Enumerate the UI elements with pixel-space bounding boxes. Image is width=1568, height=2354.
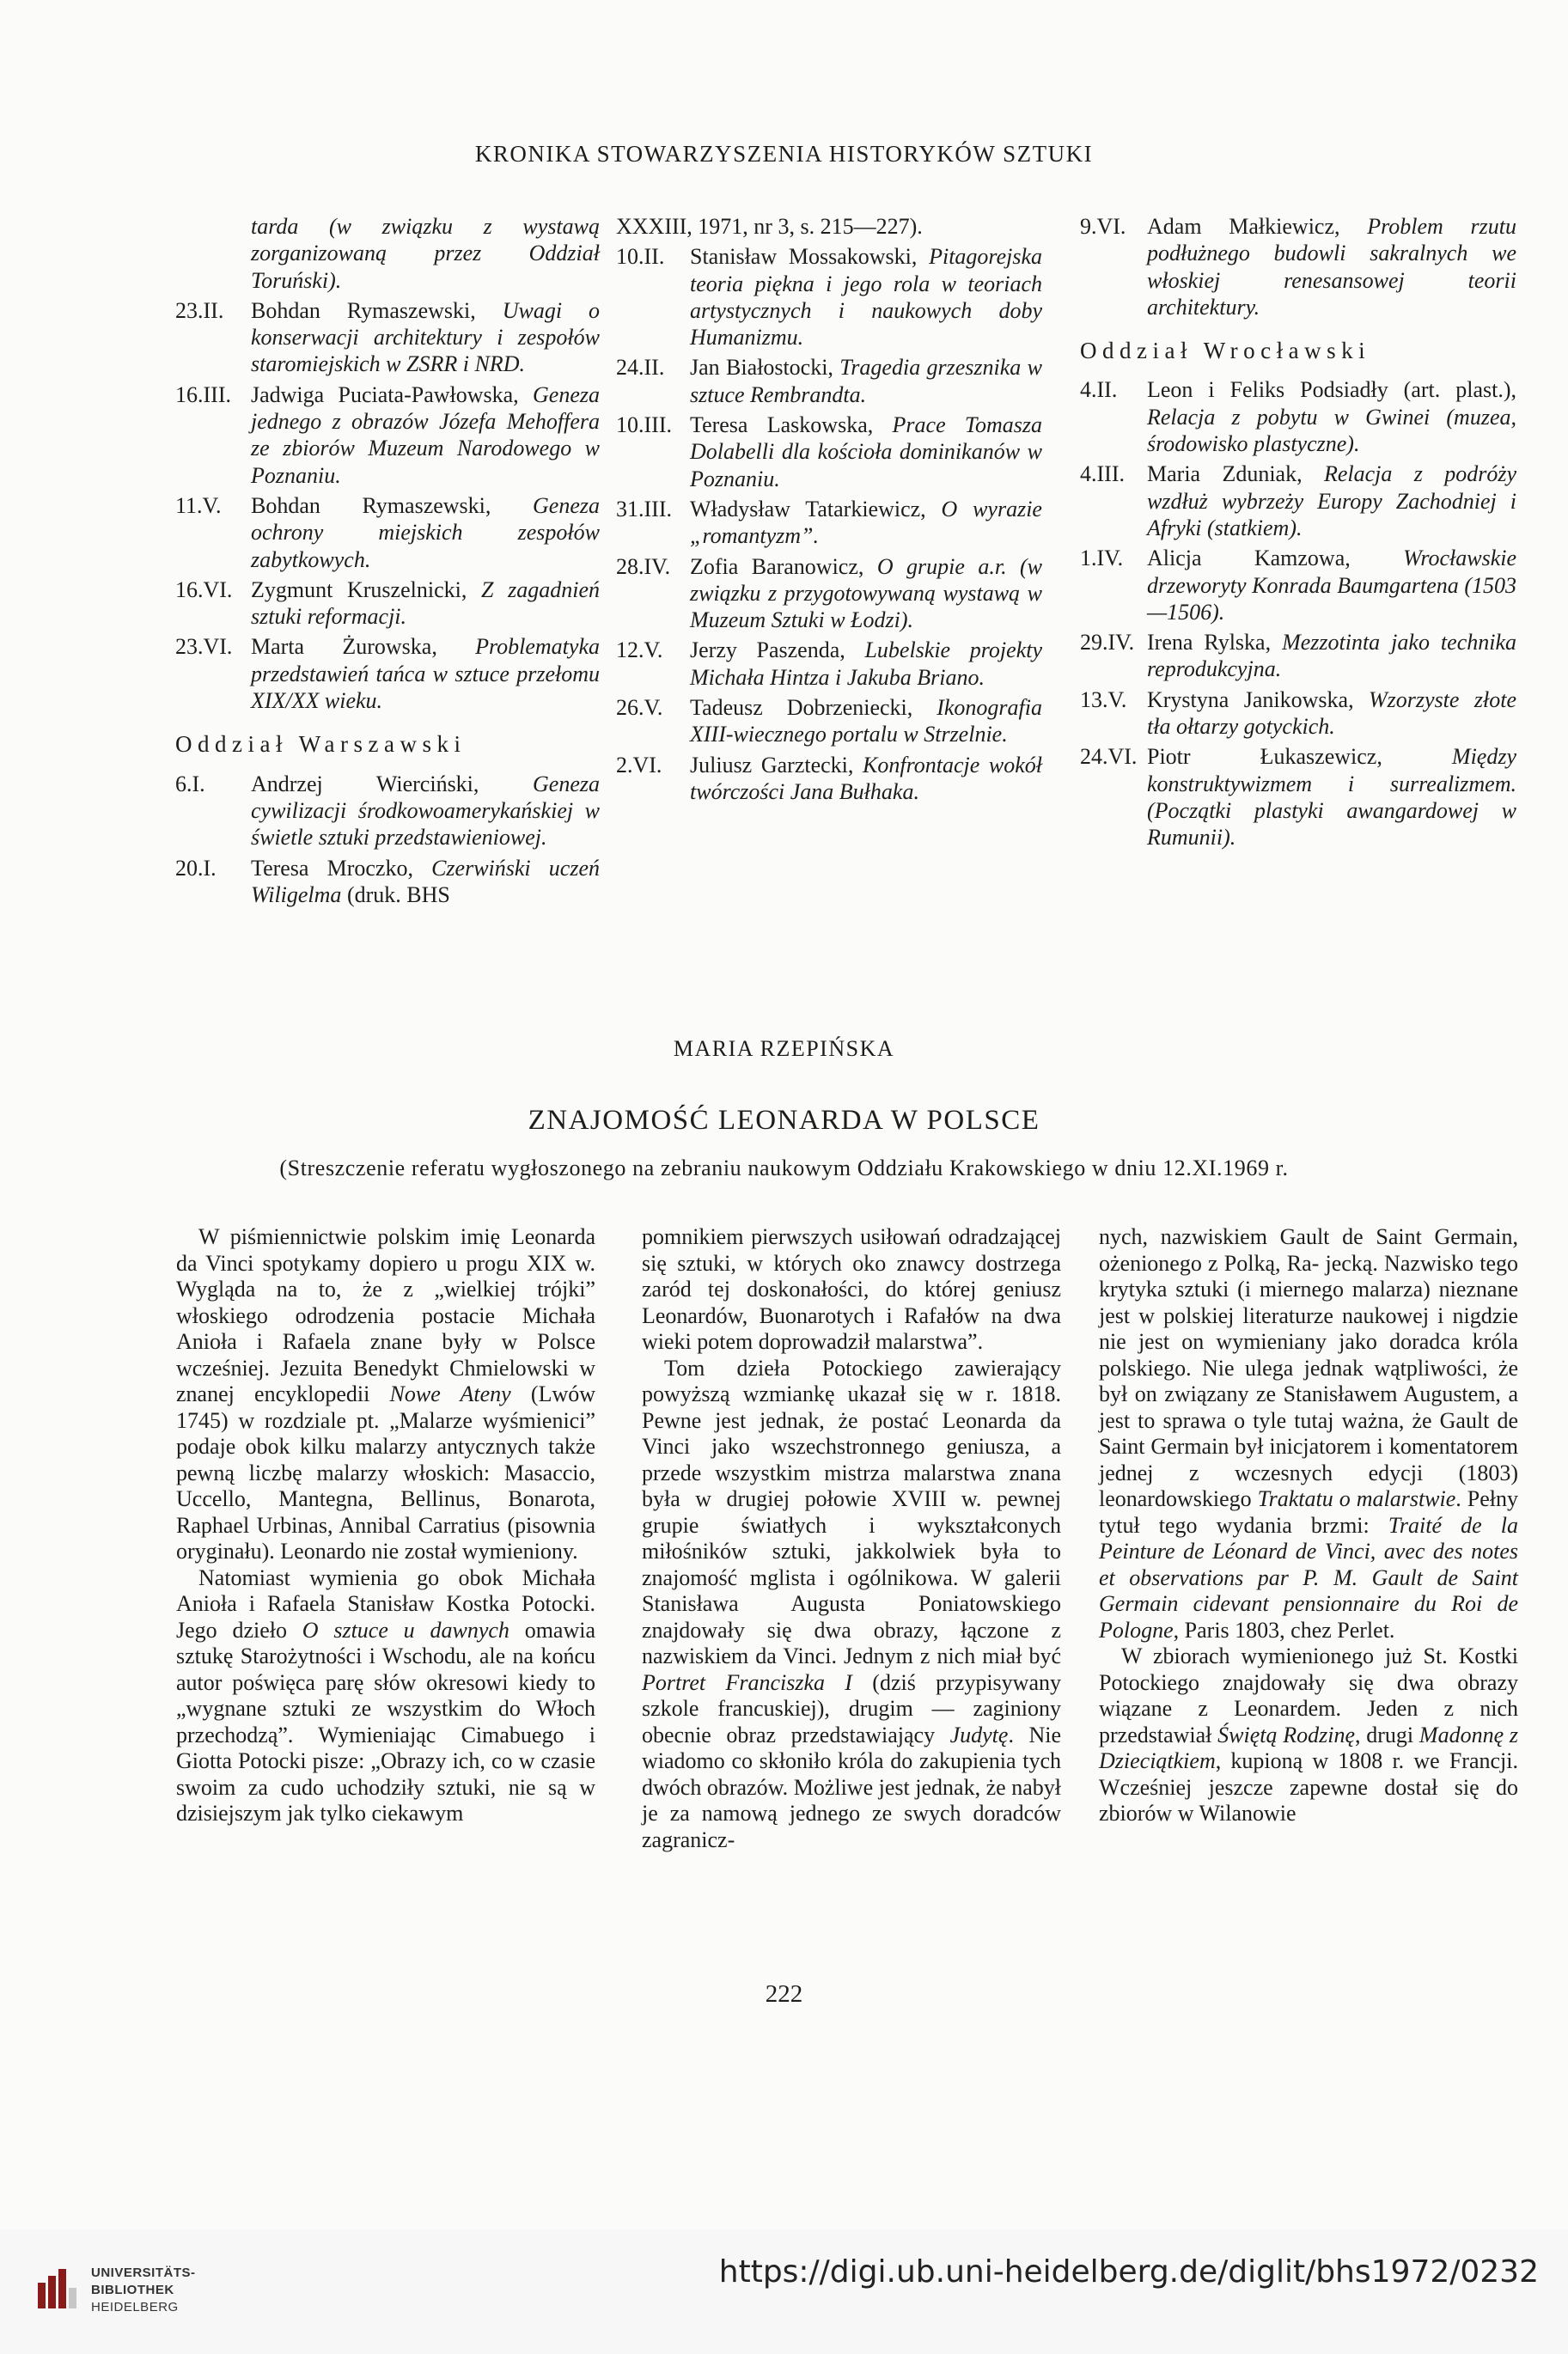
lecture-text: Jadwiga Puciata-Pawłowska, Geneza jednego z obrazów Józefa Mehoffera ze zbiorów Muzeum Narodowego w Poznaniu. bbox=[251, 381, 600, 488]
lecture-text: Marta Żurowska, Problematyka przedstawień tańca w sztuce przełomu XIX/XX wieku. bbox=[251, 634, 600, 714]
lecture-list-column-2 bbox=[616, 213, 1042, 805]
lecture-entry bbox=[616, 496, 1042, 550]
lecture-text: Tadeusz Dobrzeniecki, Ikonografia XIII-wiecznego portalu w Strzelnie. bbox=[690, 695, 1042, 747]
lecture-text: Zofia Baranowicz, O grupie a.r. (w związku z przygotowywaną wystawą w Muzeum Sztuki w Łodzi). bbox=[690, 553, 1042, 633]
section-heading: Oddział Warszawski bbox=[175, 731, 467, 758]
lecture-entry bbox=[1080, 213, 1516, 320]
lecture-entry bbox=[616, 213, 1042, 240]
lecture-date: 6.I. bbox=[175, 771, 205, 796]
article-title: ZNAJOMOŚĆ LEONARDA W POLSCE bbox=[528, 1105, 1040, 1136]
lecture-date: 23.II. bbox=[175, 297, 224, 323]
lecture-entry bbox=[175, 855, 600, 909]
lecture-text: Jan Białostocki, Tragedia grzesznika w sztuce Rembrandta. bbox=[690, 355, 1042, 407]
library-line-1: UNIVERSITÄTS- bbox=[91, 2266, 196, 2280]
lecture-entry bbox=[1080, 460, 1516, 541]
permalink-url[interactable]: https://digi.ub.uni-heidelberg.de/diglit/bhs1972/0232 bbox=[718, 2254, 1539, 2290]
lecture-entry bbox=[1080, 629, 1516, 683]
page-number: 222 bbox=[765, 1980, 803, 2008]
lecture-entry bbox=[616, 354, 1042, 408]
article-paragraph: nych, nazwiskiem Gault de Saint Germain, ożenionego z Polką, Ra- jecką. Nazwisko tego krytyka sztuki (i miernego malarza) nieznane jest w polskiej literaturze naukowej i nigdzie nie jest on wymieniany jako doradca króla polskiego. Nie ulega jednak wątpliwości, że był on związany ze Stanisławem Augustem, a jest to sprawa o tyle tutaj ważna, że Gault de Saint Germain był inicjatorem i komentatorem jednej z wczesnych edycji (1803) leonardowskiego Traktatu o malarstwie. Pełny tytuł tego wydania brzmi: Traité de la Peinture de Léonard de Vinci, avec des notes et observations par P. M. Gault de Saint Germain cidevant pensionnaire du Roi de Pologne, Paris 1803, chez Perlet. bbox=[1099, 1224, 1518, 1643]
lecture-text: Adam Małkiewicz, Problem rzutu podłużnego budowli sakralnych we włoskiej renesansowej teorii architektury. bbox=[1147, 214, 1516, 320]
ub-heidelberg-logo-icon bbox=[36, 2266, 81, 2310]
lecture-text: Leon i Feliks Podsiadły (art. plast.), Relacja z pobytu w Gwinei (muzea, środowisko plastyczne). bbox=[1147, 377, 1516, 457]
lecture-entry bbox=[616, 553, 1042, 634]
lecture-text: Alicja Kamzowa, Wrocławskie drzeworyty Konrada Baumgartena (1503—1506). bbox=[1147, 546, 1516, 625]
article-paragraph: Natomiast wymienia go obok Michała Anioła i Rafaela Stanisław Kostka Potocki. Jego dzieło O sztuce u dawnych omawia sztukę Starożytności i Wschodu, ale na końcu autor poświęca parę słów okresowi kiedy to „wygnane sztuki ze wszystkim do Włoch przechodzą”. Wymieniając Cimabuego i Giotta Potocki pisze: „Obrazy ich, co w czasie swoim za cudo uchodziły sztuki, nie są w dzisiejszym jak tylko ciekawym bbox=[176, 1564, 596, 1826]
lecture-date: 12.V. bbox=[616, 637, 663, 663]
viewer-footer bbox=[0, 2229, 1568, 2354]
lecture-date: 10.II. bbox=[616, 244, 665, 270]
article-paragraph: W zbiorach wymienionego już St. Kostki Potockiego znajdowały się dwa obrazy wiązane z Leonardem. Jeden z nich przedstawiał Świętą Rodzinę, drugi Madonnę z Dzieciątkiem, kupioną w 1808 r. we Francji. Wcześniej jeszcze zapewne dostał się do zbiorów w Wilanowie bbox=[1099, 1644, 1518, 1826]
lecture-date: 31.III. bbox=[616, 496, 672, 521]
lecture-list-column-3 bbox=[1080, 213, 1516, 851]
lecture-date: 24.VI. bbox=[1080, 744, 1138, 770]
lecture-entry bbox=[175, 771, 600, 851]
article-paragraph: pomnikiem pierwszych usiłowań odradzającej się sztuki, w których oko znawcy dostrzega zaród tej doskonałości, do której geniusz Leonardów, Buonarotych i Rafałów na dwa wieki potem doprowadził malarstwa”. bbox=[642, 1224, 1061, 1354]
lecture-date: 16.III. bbox=[175, 381, 231, 407]
lecture-date: 1.IV. bbox=[1080, 546, 1124, 571]
lecture-text: tarda (w związku z wystawą zorganizowaną przez Oddział Toruński). bbox=[251, 214, 600, 293]
lecture-text: Bohdan Rymaszewski, Uwagi o konserwacji architektury i zespołów staromiejskich w ZSRR i NRD. bbox=[251, 297, 601, 377]
article-author: MARIA RZEPIŃSKA bbox=[673, 1036, 895, 1061]
running-header: KRONIKA STOWARZYSZENIA HISTORYKÓW SZTUKI bbox=[474, 141, 1094, 167]
lecture-entry bbox=[616, 412, 1042, 492]
article-column-2 bbox=[642, 1224, 1061, 1853]
lecture-text: Krystyna Janikowska, Wzorzyste złote tła ołtarzy gotyckich. bbox=[1147, 686, 1516, 740]
lecture-text: Andrzej Wierciński, Geneza cywilizacji środkowoamerykańskiej w świetle sztuki przedstawieniowej. bbox=[251, 771, 600, 851]
lecture-date: 13.V. bbox=[1080, 686, 1127, 712]
lecture-entry bbox=[1080, 686, 1516, 741]
lecture-text: Zygmunt Kruszelnicki, Z zagadnień sztuki reformacji. bbox=[251, 576, 600, 630]
lecture-date: 11.V. bbox=[175, 492, 222, 518]
section-heading: Oddział Wrocławski bbox=[1080, 338, 1371, 364]
lecture-date: 4.II. bbox=[1080, 377, 1118, 403]
lecture-text: Maria Zduniak, Relacja z podróży wzdłuż wybrzeży Europy Zachodniej i Afryki (statkiem). bbox=[1147, 461, 1516, 540]
lecture-entry bbox=[175, 492, 600, 573]
article-paragraph: W piśmiennictwie polskim imię Leonarda da Vinci spotykamy dopiero u progu XIX w. Wygląda na to, że z „wielkiej trójki” włoskiego odrodzenia postacie Michała Anioła i Rafaela znane były w Polsce wcześniej. Jezuita Benedykt Chmielowski w znanej encyklopedii Nowe Ateny (Lwów 1745) w rozdziale pt. „Malarze wyśmienici” podaje obok kilku malarzy antycznych także pewną liczbę malarzy włoskich: Masaccio, Uccello, Mantegna, Bellinus, Bonarota, Raphael Urbinas, Annibal Carratius (pisownia oryginału). Leonardo nie został wymieniony. bbox=[176, 1224, 595, 1564]
lecture-entry bbox=[616, 637, 1042, 691]
lecture-date: 26.V. bbox=[616, 695, 663, 721]
lecture-entry bbox=[616, 752, 1042, 806]
article-paragraph: Tom dzieła Potockiego zawierający powyższą wzmiankę ukazał się w r. 1818. Pewne jest jednak, że postać Leonarda da Vinci jako wszechstronnego geniusza, a przede wszystkim mistrza malarstwa znana była w drugiej połowie XVIII w. pewnej grupie światłych i wykształconych miłośników sztuki, jakkolwiek była to znajomość mglista i ogólnikowa. W galerii Stanisława Augusta Poniatowskiego znajdowały się dwa obrazy, łączone z nazwiskiem da Vinci. Jednym z nich miał być Portret Franciszka I (dziś przypisywany szkole francuskiej), drugim — zaginiony obecnie obraz przedstawiający Judytę. Nie wiadomo co skłoniło króla do zakupienia tych dwóch obrazów. Możliwe jest jednak, że nabył je za namową jednego ze swych doradców zagranicz- bbox=[642, 1355, 1061, 1852]
lecture-entry bbox=[175, 213, 600, 294]
library-line-2: BIBLIOTHEK bbox=[91, 2283, 174, 2297]
lecture-text: Jerzy Paszenda, Lubelskie projekty Michała Hintza i Jakuba Briano. bbox=[690, 637, 1042, 690]
lecture-date: 24.II. bbox=[616, 355, 665, 381]
lecture-text: Teresa Laskowska, Prace Tomasza Dolabelli dla kościoła dominikanów w Poznaniu. bbox=[690, 412, 1042, 491]
lecture-text: Teresa Mroczko, Czerwiński uczeń Wiligelma (druk. BHS bbox=[251, 855, 600, 907]
lecture-date: 23.VI. bbox=[175, 634, 233, 660]
lecture-text: Bohdan Rymaszewski, Geneza ochrony miejskich zespołów zabytkowych. bbox=[251, 492, 600, 572]
lecture-date: 20.I. bbox=[175, 855, 217, 881]
lecture-date: 16.VI. bbox=[175, 576, 233, 602]
lecture-date: 28.IV. bbox=[616, 553, 671, 579]
lecture-date: 9.VI. bbox=[1080, 214, 1126, 239]
lecture-text: Piotr Łukaszewicz, Między konstruktywizmem i surrealizmem. (Początki plastyki awangardowej w Rumunii). bbox=[1147, 744, 1516, 851]
lecture-date: 10.III. bbox=[616, 412, 672, 438]
lecture-entry bbox=[616, 694, 1042, 748]
lecture-text: Juliusz Garztecki, Konfrontacje wokół twórczości Jana Bułhaka. bbox=[690, 752, 1042, 804]
lecture-entry bbox=[616, 243, 1042, 351]
lecture-text: Irena Rylska, Mezzotinta jako technika reprodukcyjna. bbox=[1147, 630, 1516, 682]
lecture-entry bbox=[1080, 376, 1516, 457]
lecture-text: Stanisław Mossakowski, Pitagorejska teoria piękna i jego rola w teoriach artystycznych i naukowych doby Humanizmu. bbox=[690, 244, 1042, 351]
article-subtitle: (Streszczenie referatu wygłoszonego na zebraniu naukowym Oddziału Krakowskiego w dniu 12.XI.1969 r. bbox=[279, 1156, 1289, 1180]
lecture-entry bbox=[175, 633, 600, 714]
lecture-date: 2.VI. bbox=[616, 752, 662, 778]
lecture-entry bbox=[175, 297, 600, 378]
lecture-entry bbox=[175, 381, 600, 489]
lecture-entry bbox=[1080, 743, 1516, 851]
lecture-list-column-1 bbox=[175, 213, 600, 908]
lecture-entry bbox=[175, 576, 600, 631]
lecture-date: 4.III. bbox=[1080, 461, 1125, 487]
lecture-text: Władysław Tatarkiewicz, O wyrazie „romantyzm”. bbox=[690, 496, 1042, 549]
library-name bbox=[91, 2265, 196, 2316]
lecture-text: XXXIII, 1971, nr 3, s. 215—227). bbox=[616, 214, 923, 239]
article-column-3 bbox=[1099, 1224, 1518, 1827]
library-line-3: HEIDELBERG bbox=[91, 2300, 179, 2314]
lecture-date: 29.IV. bbox=[1080, 630, 1135, 656]
article-column-1 bbox=[176, 1224, 595, 1827]
lecture-entry bbox=[1080, 545, 1516, 625]
